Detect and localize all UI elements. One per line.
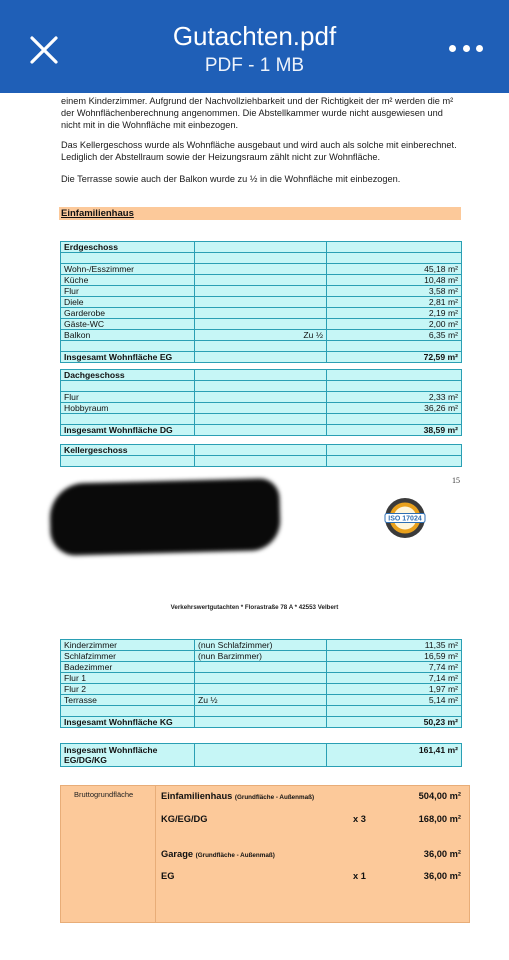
house-multiplier: x 3 bbox=[353, 814, 366, 824]
table-heading: Dachgeschoss bbox=[61, 370, 195, 381]
garage-floor-value: 36,00 m² bbox=[423, 871, 461, 881]
table-row bbox=[61, 253, 462, 264]
redacted-area bbox=[49, 478, 281, 556]
garage-value: 36,00 m² bbox=[423, 849, 461, 859]
table-row bbox=[61, 274, 462, 285]
room-name: Diele bbox=[61, 296, 195, 307]
dachgeschoss-table bbox=[60, 369, 462, 436]
room-name: Flur bbox=[61, 285, 195, 296]
table-row bbox=[61, 424, 462, 435]
table-row bbox=[61, 744, 462, 767]
document-subtitle: PDF - 1 MB bbox=[204, 55, 305, 76]
room-area: 2,33 m² bbox=[327, 391, 462, 402]
table-row bbox=[61, 684, 462, 695]
total-label: Insgesamt Wohnfläche EG/DG/KG bbox=[61, 744, 195, 767]
table-row bbox=[61, 263, 462, 274]
room-area: 2,81 m² bbox=[327, 296, 462, 307]
close-icon[interactable] bbox=[24, 30, 64, 70]
section-heading: Einfamilienhaus bbox=[59, 207, 461, 220]
room-name: Kinderzimmer bbox=[61, 640, 195, 651]
room-area: 5,14 m² bbox=[327, 695, 462, 706]
table-row bbox=[61, 640, 462, 651]
page-number: 15 bbox=[452, 476, 460, 485]
document-title: Gutachten.pdf bbox=[172, 21, 337, 51]
room-name: Schlafzimmer bbox=[61, 651, 195, 662]
room-note: Zu ½ bbox=[195, 329, 327, 340]
room-note: Zu ½ bbox=[195, 695, 327, 706]
room-area: 7,14 m² bbox=[327, 673, 462, 684]
total-value: 161,41 m² bbox=[327, 744, 462, 767]
gesamt-table bbox=[60, 743, 462, 767]
table-heading: Kellergeschoss bbox=[61, 445, 195, 456]
room-name: Flur bbox=[61, 391, 195, 402]
total-value: 38,59 m² bbox=[327, 424, 462, 435]
room-name: Flur 2 bbox=[61, 684, 195, 695]
room-name: Flur 1 bbox=[61, 673, 195, 684]
garage-label: Garage bbox=[161, 849, 194, 859]
room-area: 2,00 m² bbox=[327, 318, 462, 329]
table-row bbox=[61, 413, 462, 424]
table-row bbox=[61, 351, 462, 362]
room-name: Wohn-/Esszimmer bbox=[61, 263, 195, 274]
room-note bbox=[195, 307, 327, 318]
table-row bbox=[61, 242, 462, 253]
kellergeschoss-table bbox=[60, 444, 462, 467]
garage-note: (Grundfläche - Außenmaß) bbox=[195, 852, 275, 859]
table-row bbox=[61, 285, 462, 296]
garage-floor: EG bbox=[161, 871, 175, 881]
house-note: (Grundfläche - Außenmaß) bbox=[234, 794, 315, 801]
title-block bbox=[90, 20, 419, 78]
table-row bbox=[61, 456, 462, 467]
table-row bbox=[61, 391, 462, 402]
room-area: 2,19 m² bbox=[327, 307, 462, 318]
room-area: 1,97 m² bbox=[327, 684, 462, 695]
total-label: Insgesamt Wohnfläche KG bbox=[61, 716, 195, 727]
room-note bbox=[195, 673, 327, 684]
table-row bbox=[61, 706, 462, 717]
summary-row bbox=[161, 789, 461, 803]
room-area: 10,48 m² bbox=[327, 274, 462, 285]
room-note bbox=[195, 662, 327, 673]
room-area: 45,18 m² bbox=[327, 263, 462, 274]
summary-row bbox=[161, 847, 461, 861]
house-floors: KG/EG/DG bbox=[161, 814, 208, 824]
summary-row bbox=[161, 869, 461, 883]
table-heading: Erdgeschoss bbox=[61, 242, 195, 253]
room-name: Terrasse bbox=[61, 695, 195, 706]
table-row bbox=[61, 651, 462, 662]
pdf-page[interactable] bbox=[0, 93, 509, 960]
paragraph-3: Die Terrasse sowie auch der Balkon wurde zu ½ in die Wohnfläche mit einbezogen. bbox=[61, 174, 401, 184]
iso-certification-badge bbox=[383, 496, 427, 540]
table-row bbox=[61, 381, 462, 392]
top-app-bar bbox=[0, 0, 509, 93]
table-row bbox=[61, 307, 462, 318]
room-note bbox=[195, 274, 327, 285]
total-label: Insgesamt Wohnfläche DG bbox=[61, 424, 195, 435]
table-row bbox=[61, 318, 462, 329]
total-value: 50,23 m² bbox=[327, 716, 462, 727]
room-area: 7,74 m² bbox=[327, 662, 462, 673]
paragraph-1: einem Kinderzimmer. Aufgrund der Nachvollziehbarkeit und der Richtigkeit der m² werden die m² der Wohnflächenberechnung angenommen. Die Abstellkammer wurde nicht ausgewiesen und nicht mit in die Wohnfläche mit einbezogen. bbox=[61, 96, 454, 130]
table-row bbox=[61, 716, 462, 727]
room-name: Küche bbox=[61, 274, 195, 285]
room-note bbox=[195, 684, 327, 695]
keller-rooms-table bbox=[60, 639, 462, 728]
room-area: 36,26 m² bbox=[327, 402, 462, 413]
table-row bbox=[61, 402, 462, 413]
room-area: 11,35 m² bbox=[327, 640, 462, 651]
room-note bbox=[195, 285, 327, 296]
total-label: Insgesamt Wohnfläche EG bbox=[61, 351, 195, 362]
garage-multiplier: x 1 bbox=[353, 871, 366, 881]
room-area: 3,58 m² bbox=[327, 285, 462, 296]
table-row bbox=[61, 662, 462, 673]
table-row bbox=[61, 370, 462, 381]
room-name: Balkon bbox=[61, 329, 195, 340]
erdgeschoss-table bbox=[60, 241, 462, 363]
paragraph-2: Das Kellergeschoss wurde als Wohnfläche ausgebaut und wird auch als solche mit einberechnet. Lediglich der Abstellraum sowie der Heizungsraum zählt nicht zur Wohnfläche. bbox=[61, 140, 457, 162]
house-label: Einfamilienhaus bbox=[161, 791, 233, 801]
total-value: 72,59 m² bbox=[327, 351, 462, 362]
room-note: (nun Schlafzimmer) bbox=[195, 640, 327, 651]
room-note bbox=[195, 318, 327, 329]
summary-row bbox=[161, 812, 461, 826]
room-name: Badezimmer bbox=[61, 662, 195, 673]
room-note bbox=[195, 263, 327, 274]
room-note: (nun Barzimmer) bbox=[195, 651, 327, 662]
room-note bbox=[195, 296, 327, 307]
table-row bbox=[61, 329, 462, 340]
room-area: 6,35 m² bbox=[327, 329, 462, 340]
table-row bbox=[61, 340, 462, 351]
iso-badge-text: ISO 17024 bbox=[388, 515, 422, 523]
more-options-icon[interactable] bbox=[449, 38, 483, 58]
table-row bbox=[61, 695, 462, 706]
house-value: 504,00 m² bbox=[418, 791, 461, 801]
table-row bbox=[61, 296, 462, 307]
table-row bbox=[61, 445, 462, 456]
room-name: Hobbyraum bbox=[61, 402, 195, 413]
house-floor-value: 168,00 m² bbox=[418, 814, 461, 824]
room-area: 16,59 m² bbox=[327, 651, 462, 662]
page-footer: Verkehrswertgutachten * Florastraße 78 A * 42553 Velbert bbox=[170, 604, 339, 611]
room-name: Garderobe bbox=[61, 307, 195, 318]
table-row bbox=[61, 673, 462, 684]
room-name: Gäste-WC bbox=[61, 318, 195, 329]
summary-label: Bruttogrundfläche bbox=[61, 786, 156, 922]
bruttogrundflaeche-box bbox=[60, 785, 470, 923]
